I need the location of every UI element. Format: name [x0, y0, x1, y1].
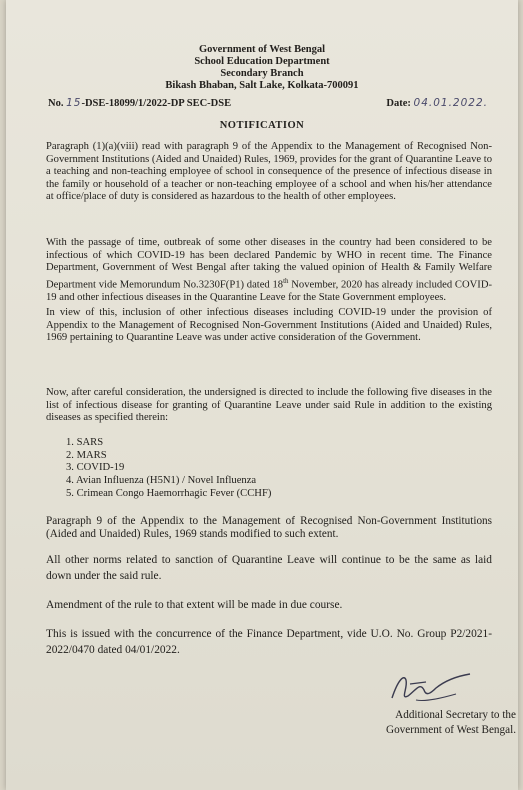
list-item: 2. MARS: [66, 449, 107, 461]
signatory-government: Government of West Bengal.: [385, 724, 516, 736]
paragraph-2-part-a: With the passage of time, outbreak of some other diseases in the country had been considered to be infectious of which COVID-19 has been declared Pandemic by WHO in recent time. The Finance Department, Government of West Bengal after taking the valued opinion of Health & Family Welfare Department vide Memorundum No.3230F(P1) dated 18: [46, 237, 492, 291]
memo-number: -DSE-18099/1/2022-DP SEC-DSE: [81, 98, 232, 109]
date-label: Date:: [386, 98, 411, 109]
date-value-handwritten: 04.01.2022.: [413, 97, 488, 109]
signatory-title: Additional Secretary to the: [395, 709, 516, 721]
letterhead-address: Bikash Bhaban, Salt Lake, Kolkata-700091: [165, 80, 359, 91]
disease-list: [66, 437, 271, 501]
paragraph-2: [46, 237, 492, 305]
memo-reference-line: [48, 97, 488, 109]
paragraph-6: All other norms related to sanction of Quarantine Leave will continue to be the same as laid down under the said rule.: [46, 554, 492, 582]
paragraph-2-superscript: th: [283, 276, 289, 285]
paragraph-3: In view of this, inclusion of other infectious diseases including COVID-19 under the provision of Appendix to the Management of Recognised Non-Government Institutions (Aided and Unaided) Rules, 1969 pertaining to Quarantine Leave was under active consideration of the Government.: [46, 307, 492, 344]
letterhead-branch: Secondary Branch: [220, 68, 304, 79]
paragraph-1: Paragraph (1)(a)(viii) read with paragraph 9 of the Appendix to the Management of Recognised Non-Government Institutions (Aided and Unaided) Rules, 1969, provides for the grant of Quarantine Leave to a teaching and non-teaching employee of school in consequence of the presence of infectious disease in the family or household of a teacher or non-teaching employee of a school and when his/her attendance at office/place of duty is considered as hazardous to the health of other employees.: [46, 141, 492, 203]
paragraph-4: Now, after careful consideration, the undersigned is directed to include the following five diseases in the list of infectious disease for granting of Quarantine Leave under said Rule in addition to the existing diseases as specified therein:: [46, 387, 492, 424]
paragraph-2-part-b: November, 2020 has already included COVID-19 and other infectious diseases in the Quarantine Leave for the State Government employees.: [46, 279, 493, 303]
handwritten-signature: [386, 670, 476, 710]
memo-date: [386, 97, 488, 109]
memo-no-handwritten: 15: [66, 97, 82, 109]
list-item: 1. SARS: [66, 437, 104, 448]
letterhead: [6, 44, 518, 92]
signature-block: [346, 708, 516, 738]
memo-no-label: No.: [48, 98, 64, 109]
paragraph-8: This is issued with the concurrence of the Finance Department, vide U.O. No. Group P2/2021-2022/0470 dated 04/01/2022.: [46, 628, 492, 656]
letterhead-department: School Education Department: [194, 56, 330, 67]
letterhead-government: Government of West Bengal: [198, 44, 326, 55]
paragraph-7: Amendment of the rule to that extent will be made in due course.: [46, 599, 343, 611]
list-item: 4. Avian Influenza (H5N1) / Novel Influenza: [66, 475, 257, 487]
document-page: [6, 0, 518, 790]
paragraph-5: Paragraph 9 of the Appendix to the Management of Recognised Non-Government Institutions (Aided and Unaided) Rules, 1969 stands modified to such extent.: [46, 515, 492, 540]
list-item: 3. COVID-19: [66, 462, 125, 474]
list-item: 5. Crimean Congo Haemorrhagic Fever (CCHF): [66, 487, 272, 499]
notification-title: NOTIFICATION: [219, 120, 305, 131]
